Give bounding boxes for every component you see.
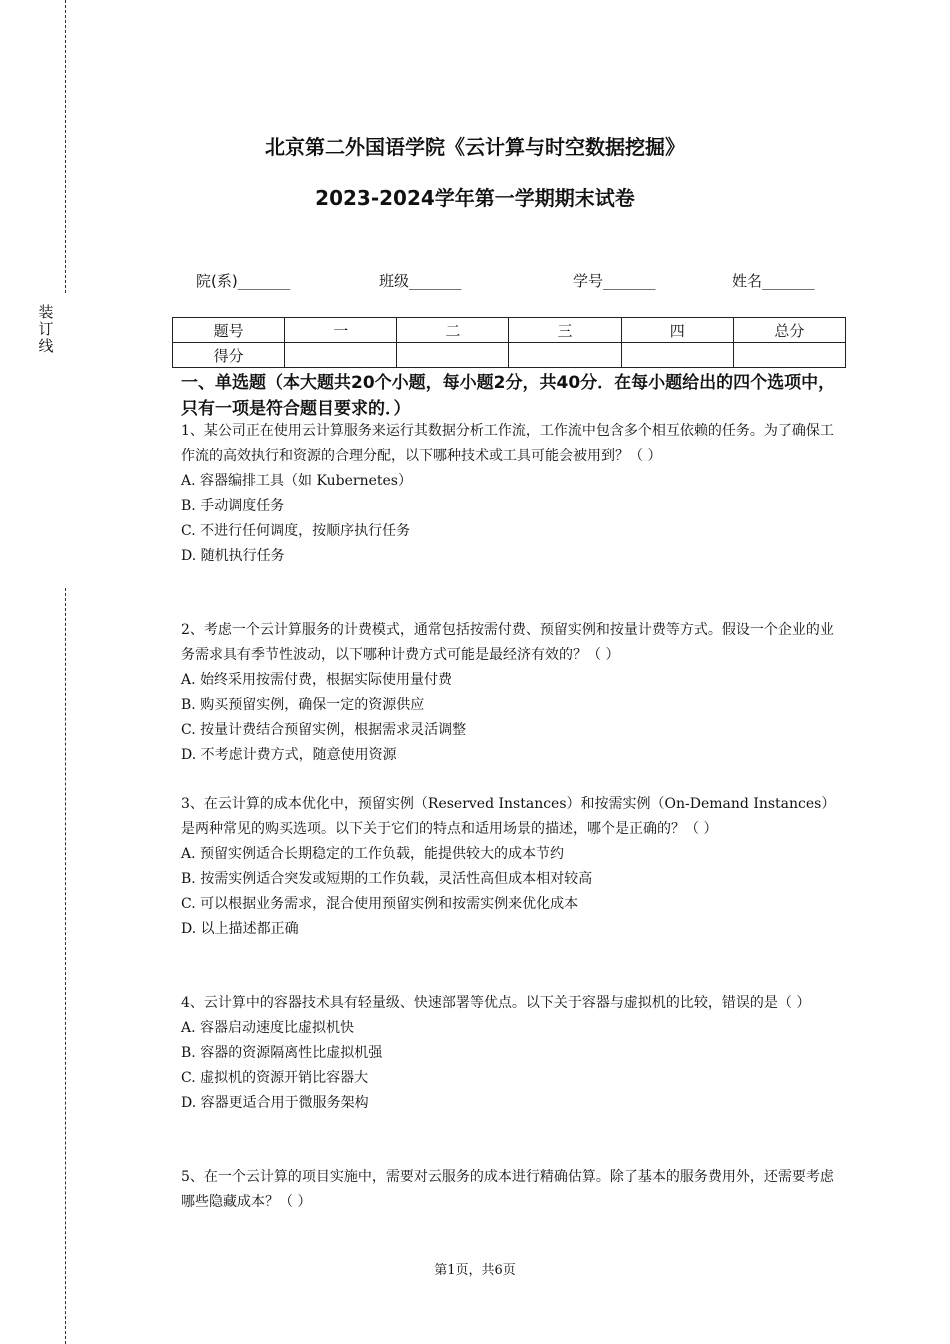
question-stem: 1、某公司正在使用云计算服务来运行其数据分析工作流，工作流中包含多个相互依赖的任务。为了确保工作流的高效执行和资源的合理分配，以下哪种技术或工具可能会被用到？（ ） xyxy=(181,423,834,464)
question-2 xyxy=(181,618,846,768)
score-table-score-row xyxy=(173,343,846,368)
binding-label xyxy=(36,304,56,355)
binding-char: 装 xyxy=(38,303,54,321)
score-table-cell xyxy=(733,343,845,368)
question-stem: 3、在云计算的成本优化中，预留实例（Reserved Instances）和按需实例（On-Demand Instances）是两种常见的购买选项。以下关于它们的特点和适用场景的描述，哪个是正确的？（ ） xyxy=(181,796,836,837)
question-option: D. 随机执行任务 xyxy=(181,548,285,564)
question-option: B. 按需实例适合突发或短期的工作负载，灵活性高但成本相对较高 xyxy=(181,871,593,887)
info-blank: _______ xyxy=(762,272,815,290)
question-option: A. 预留实例适合长期稳定的工作负载，能提供较大的成本节约 xyxy=(181,846,565,862)
binding-char: 线 xyxy=(38,337,54,355)
info-blank: _______ xyxy=(409,272,462,290)
binding-char: 订 xyxy=(38,320,54,338)
score-table-cell: 总分 xyxy=(733,318,845,343)
score-table-cell: 得分 xyxy=(173,343,285,368)
binding-line-bottom xyxy=(65,588,66,1344)
section-heading: 一、单选题（本大题共20个小题，每小题2分，共40分．在每小题给出的四个选项中，只有一项是符合题目要求的．） xyxy=(181,373,836,419)
question-option: B. 购买预留实例，确保一定的资源供应 xyxy=(181,697,425,713)
info-label: 院(系) xyxy=(196,272,238,290)
question-option: D. 不考虑计费方式，随意使用资源 xyxy=(181,747,397,763)
score-table-cell: 四 xyxy=(621,318,733,343)
info-field-class xyxy=(379,270,462,291)
score-table-cell: 题号 xyxy=(173,318,285,343)
question-stem: 2、考虑一个云计算服务的计费模式，通常包括按需付费、预留实例和按量计费等方式。假设一个企业的业务需求具有季节性波动，以下哪种计费方式可能是最经济有效的？（ ） xyxy=(181,622,834,663)
info-field-department xyxy=(196,270,290,291)
question-stem: 5、在一个云计算的项目实施中，需要对云服务的成本进行精确估算。除了基本的服务费用外，还需要考虑哪些隐藏成本？（ ） xyxy=(181,1169,834,1210)
question-option: A. 始终采用按需付费，根据实际使用量付费 xyxy=(181,672,453,688)
info-blank: _______ xyxy=(237,272,291,290)
info-label: 班级 xyxy=(379,272,410,290)
question-option: D. 以上描述都正确 xyxy=(181,921,299,937)
score-table-cell: 二 xyxy=(397,318,509,343)
exam-title: 北京第二外国语学院《云计算与时空数据挖掘》 xyxy=(265,135,685,159)
info-blank: _______ xyxy=(603,272,656,290)
info-label: 姓名 xyxy=(732,272,763,290)
question-5 xyxy=(181,1165,846,1215)
info-field-name xyxy=(732,270,815,291)
question-option: D. 容器更适合用于微服务架构 xyxy=(181,1095,369,1111)
score-table-cell: 一 xyxy=(285,318,397,343)
question-4 xyxy=(181,991,846,1116)
info-label: 学号 xyxy=(573,272,604,290)
score-table-cell xyxy=(397,343,509,368)
question-option: B. 手动调度任务 xyxy=(181,498,285,514)
question-stem: 4、云计算中的容器技术具有轻量级、快速部署等优点。以下关于容器与虚拟机的比较，错误的是（ ） xyxy=(181,995,811,1011)
info-field-student-id xyxy=(573,270,656,291)
question-option: B. 容器的资源隔离性比虚拟机强 xyxy=(181,1045,383,1061)
score-table-cell xyxy=(621,343,733,368)
score-table-header-row xyxy=(173,318,846,343)
score-table-cell: 三 xyxy=(509,318,621,343)
score-table-cell xyxy=(509,343,621,368)
question-3 xyxy=(181,792,846,942)
question-option: A. 容器编排工具（如 Kubernetes） xyxy=(181,473,412,489)
page-footer: 第1页，共6页 xyxy=(434,1263,516,1278)
exam-subtitle: 2023-2024学年第一学期期末试卷 xyxy=(315,186,635,210)
question-option: C. 按量计费结合预留实例，根据需求灵活调整 xyxy=(181,722,467,738)
question-option: A. 容器启动速度比虚拟机快 xyxy=(181,1020,355,1036)
question-option: C. 虚拟机的资源开销比容器大 xyxy=(181,1070,369,1086)
question-1 xyxy=(181,419,846,569)
score-table-cell xyxy=(285,343,397,368)
question-option: C. 可以根据业务需求，混合使用预留实例和按需实例来优化成本 xyxy=(181,896,579,912)
score-table xyxy=(172,317,846,368)
question-option: C. 不进行任何调度，按顺序执行任务 xyxy=(181,523,411,539)
